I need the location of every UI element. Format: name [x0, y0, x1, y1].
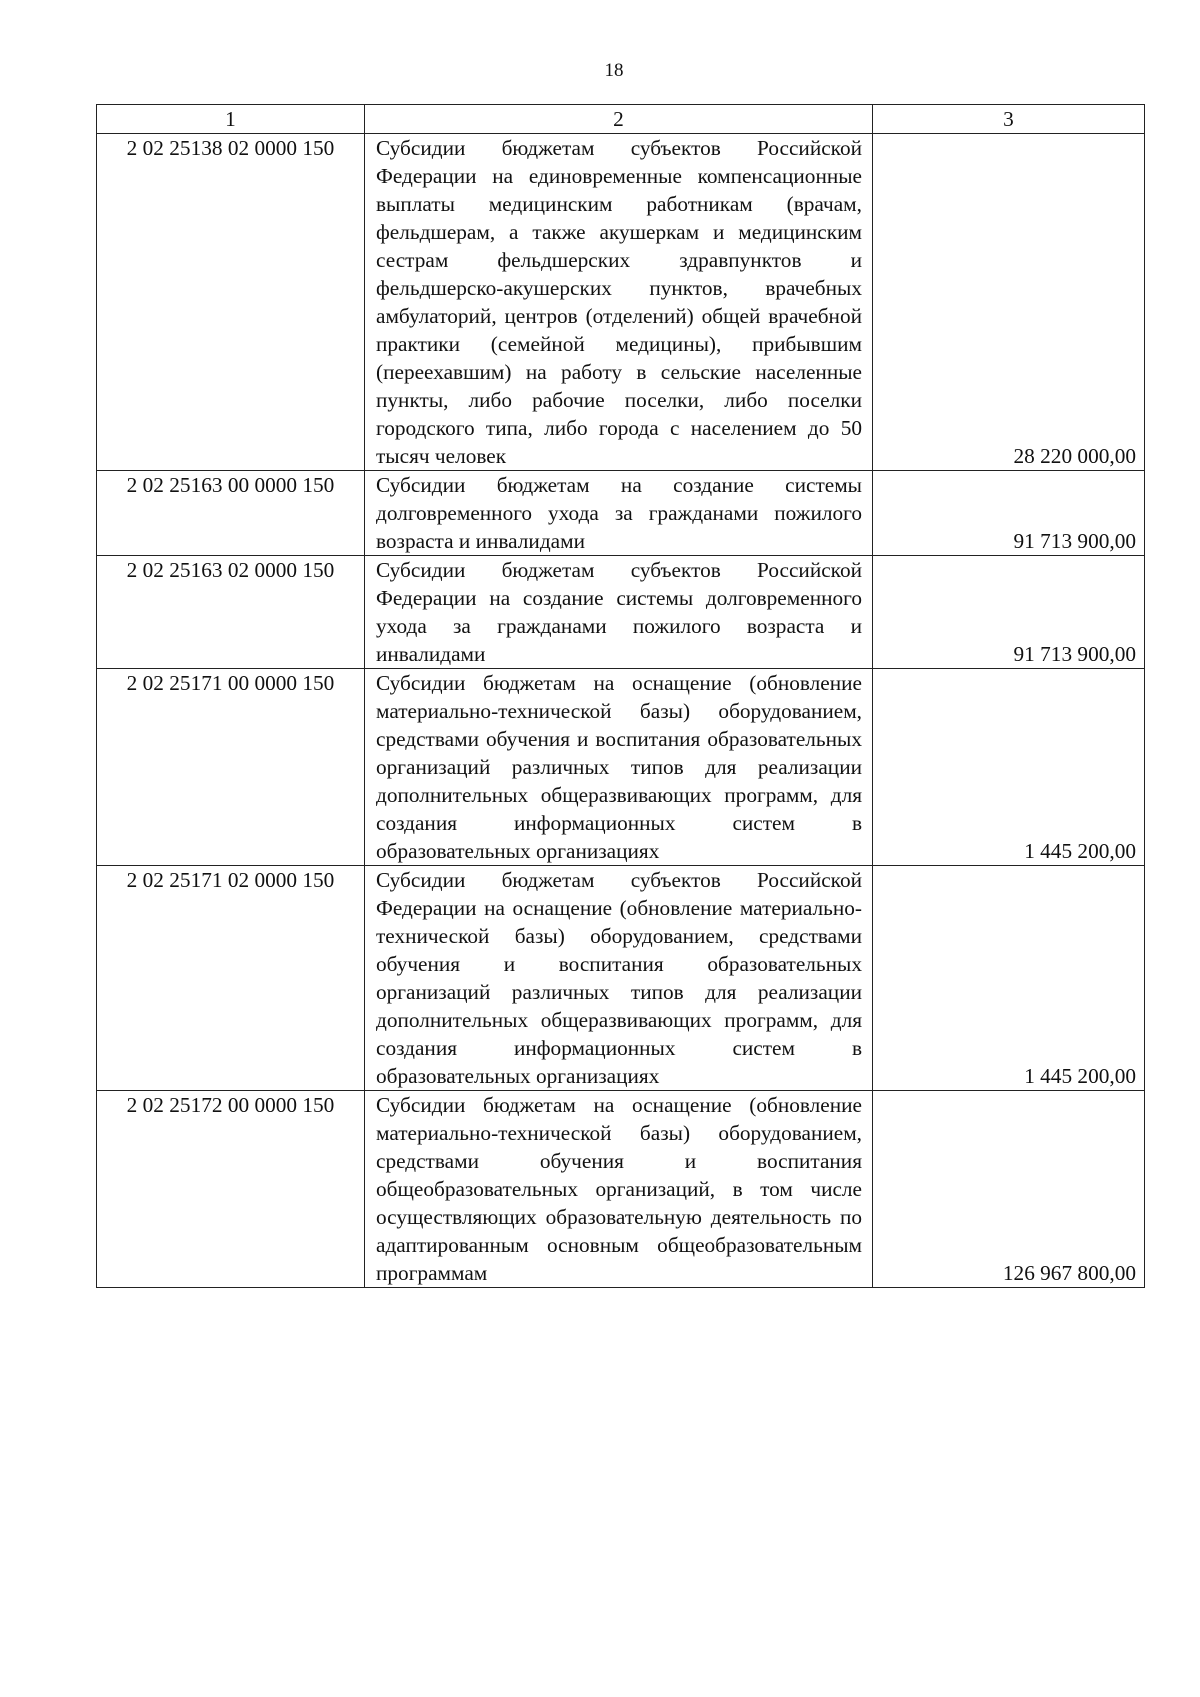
income-description: Субсидии бюджетам субъектов Российской Федерации на создание системы долговременного ухода за гражданами пожилого возраста и инвалидами [365, 556, 873, 669]
header-col-2: 2 [365, 105, 873, 134]
income-amount: 1 445 200,00 [873, 669, 1145, 866]
table-row [97, 556, 1145, 669]
page-number: 18 [604, 60, 624, 81]
income-description: Субсидии бюджетам субъектов Российской Федерации на оснащение (обновление материально-технической базы) оборудованием, средствами обучения и воспитания образовательных организаций различных типов для реализации дополнительных общеразвивающих программ, для создания информационных систем в образовательных организациях [365, 866, 873, 1091]
table-row [97, 669, 1145, 866]
income-description: Субсидии бюджетам на создание системы долговременного ухода за гражданами пожилого возраста и инвалидами [365, 471, 873, 556]
income-code: 2 02 25171 02 0000 150 [97, 866, 365, 1091]
table-row [97, 866, 1145, 1091]
income-code: 2 02 25163 02 0000 150 [97, 556, 365, 669]
table-row [97, 134, 1145, 471]
income-amount: 126 967 800,00 [873, 1091, 1145, 1288]
income-amount: 91 713 900,00 [873, 471, 1145, 556]
budget-table [96, 104, 1145, 1288]
income-amount: 91 713 900,00 [873, 556, 1145, 669]
income-description: Субсидии бюджетам субъектов Российской Федерации на единовременные компенсационные выплаты медицинским работникам (врачам, фельдшерам, а также акушеркам и медицинским сестрам фельдшерских здравпунктов и фельдшерско-акушерских пунктов, врачебных амбулаторий, центров (отделений) общей врачебной практики (семейной медицины), прибывшим (переехавшим) на работу в сельские населенные пункты, либо рабочие поселки, либо поселки городского типа, либо города с населением до 50 тысяч человек [365, 134, 873, 471]
income-code: 2 02 25163 00 0000 150 [97, 471, 365, 556]
table-row [97, 471, 1145, 556]
income-code: 2 02 25172 00 0000 150 [97, 1091, 365, 1288]
table-header [97, 105, 1145, 134]
header-col-1: 1 [97, 105, 365, 134]
income-description: Субсидии бюджетам на оснащение (обновление материально-технической базы) оборудованием, средствами обучения и воспитания общеобразовательных организаций, в том числе осуществляющих образовательную деятельность по адаптированным основным общеобразовательным программам [365, 1091, 873, 1288]
table-body [97, 134, 1145, 1288]
income-code: 2 02 25138 02 0000 150 [97, 134, 365, 471]
income-amount: 28 220 000,00 [873, 134, 1145, 471]
income-amount: 1 445 200,00 [873, 866, 1145, 1091]
table-row [97, 1091, 1145, 1288]
income-code: 2 02 25171 00 0000 150 [97, 669, 365, 866]
header-row [97, 105, 1145, 134]
income-description: Субсидии бюджетам на оснащение (обновление материально-технической базы) оборудованием, средствами обучения и воспитания образовательных организаций различных типов для реализации дополнительных общеразвивающих программ, для создания информационных систем в образовательных организациях [365, 669, 873, 866]
header-col-3: 3 [873, 105, 1145, 134]
